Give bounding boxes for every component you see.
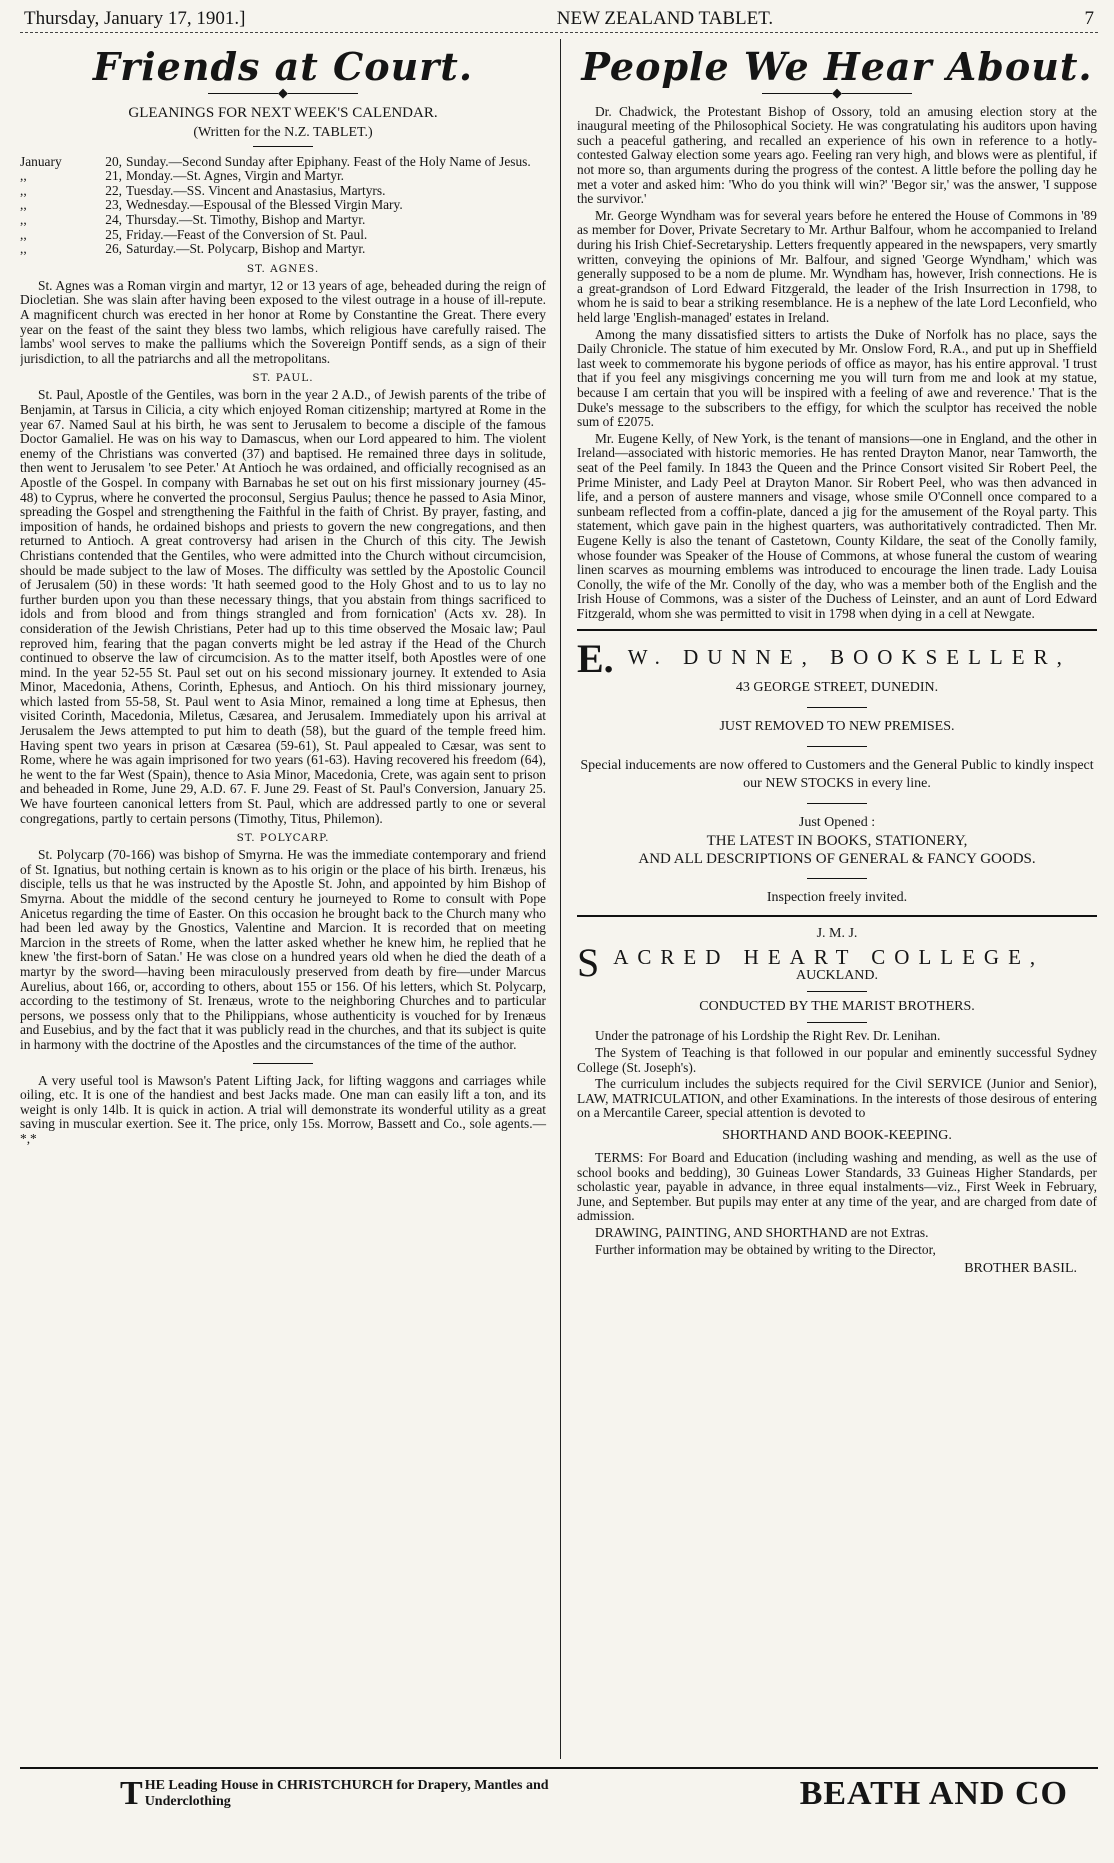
ad-initial: S xyxy=(577,940,600,986)
columns xyxy=(20,39,1098,1759)
college-patronage: Under the patronage of his Lordship the Right Rev. Dr. Lenihan. xyxy=(595,1028,941,1044)
calendar-day: 21, xyxy=(105,168,122,184)
polycarp-text: St. Polycarp (70-166) was bishop of Smyrna. He was the immediate contemporary and friend of St. Ignatius, but nothing certain is known as to his origin or the place of his birth. Irenæus, his disciple, tells us that he was instructed by the Apostle St. John, and appointed by him Bishop of Smyrna. About the middle of the second century he journeyed to Rome to consult with Pope Anicetus regarding the time of Easter. On this occasion he brought back to the Church many who had been led away by the Gnostics, Valentine and Marcion. It is recorded that on meeting Marcion in the streets of Rome, when the latter asked whether he knew him, he replied that he knew 'the first-born of Satan.' He was close on a hundred years old when he died the death of a martyr by the sword—having been miraculously preserved from death by fire—under Marcus Aurelius, about 166, or, according to others, about 155 or 156. Of his letters, which St. Polycarp, according to the testimony of St. Irenæus, wrote to the neighboring Churches and to particular persons, we possess only that to the Philippians, whose authenticity is vouched for by Irenæus and Eusebius, and by the fact that it was publicly read in the churches, and that its subject is quite in harmony with the doctrine of the Apostles and the circumstances of the time of the author. xyxy=(20,847,546,1052)
divider xyxy=(807,746,867,747)
sacred-heart-college-ad xyxy=(577,925,1097,1277)
bookseller-latest: THE LATEST IN BOOKS, STATIONERY, xyxy=(706,833,968,850)
calendar-subtitle: GLEANINGS FOR NEXT WEEK'S CALENDAR. xyxy=(128,104,438,121)
footer-initial: T xyxy=(120,1775,143,1812)
ad-rule xyxy=(577,915,1097,917)
footer-left xyxy=(120,1775,565,1812)
calendar-text: Monday.—St. Agnes, Virgin and Martyr. xyxy=(126,168,345,184)
college-further: Further information may be obtained by writing to the Director, xyxy=(595,1241,936,1257)
calendar-day: 23, xyxy=(105,197,122,213)
calendar-text: Saturday.—St. Polycarp, Bishop and Martyr. xyxy=(126,241,366,257)
calendar-month: ,, xyxy=(20,241,27,257)
divider xyxy=(807,1022,867,1023)
footer-advertisement xyxy=(20,1769,1098,1813)
chadwick-paragraph: Dr. Chadwick, the Protestant Bishop of Ossory, told an amusing election story at the inaugural meeting of the Philosophical Society. He was congratulating his auditors upon having such a peaceful gathering, and recalled an experience of his own in reference to a hotly-contested Galway election some years ago. Feeling ran very high, and blows were as plentiful, if not more so, than arguments during the progress of the contest. A little before the polling day he met a voter and asked him: 'Who do you think will win?' 'Begor sir,' was the answer, 'I suppose the survivor.' xyxy=(577,103,1097,207)
calendar-row xyxy=(20,242,546,257)
divider xyxy=(807,707,867,708)
calendar-row xyxy=(20,169,546,184)
divider xyxy=(253,146,313,147)
college-curriculum: The curriculum includes the subjects required for the Civil SERVICE (Junior and Senior), LAW, MATRICULATION, and other Examinations. In the interests of those desirous of entering on a Mercantile Career, special attention is devoted to xyxy=(577,1076,1097,1121)
calendar-day: 25, xyxy=(105,226,122,242)
calendar-byline: (Written for the N.Z. TABLET.) xyxy=(193,124,373,140)
calendar-month: ,, xyxy=(20,212,27,228)
calendar-month: ,, xyxy=(20,182,27,198)
college-shorthand: SHORTHAND AND BOOK-KEEPING. xyxy=(722,1128,952,1144)
college-conducted: CONDUCTED BY THE MARIST BROTHERS. xyxy=(699,999,975,1015)
kelly-paragraph: Mr. Eugene Kelly, of New York, is the tenant of mansions—one in England, and the other in Ireland—associated with historic memories. He has rented Drayton Manor, near Tamworth, the seat of the Peel family. In 1843 the Queen and the Prince Consort visited Sir Robert Peel, the Prime Minister, and Lady Peel at Drayton Manor. Sir Robert Peel, who was then advanced in life, and a person of austere manners and visage, whose smile O'Connell once compared to a sunbeam reflected from a coffin-plate, danced a jig for the amusement of the Royal party. This statement, which gave pain in the highest quarters, was authoritatively contradicted. Then Mr. Eugene Kelly is also the tenant of Castetown, County Kildare, the seat of the Conolly family, whose founder was Speaker of the House of Commons, at whose funeral the custom of wearing linen scarves as mourning emblems was introduced to encourage the linen trade. Lady Louisa Conolly, the wife of the Mr. Conolly of the day, who was a member both of the English and the Irish House of Commons, was a sister of the Duchess of Leinster, and an aunt of Lord Edward Fitzgerald, whom she was permitted to visit in 1798 when dying in a cell at Newgate. xyxy=(577,430,1097,621)
header-date: Thursday, January 17, 1901.] xyxy=(24,8,246,29)
calendar-text: Sunday.—Second Sunday after Epiphany. Feast of the Holy Name of Jesus. xyxy=(126,153,531,169)
dunne-bookseller-ad xyxy=(577,636,1097,907)
bookseller-all: AND ALL DESCRIPTIONS OF GENERAL & FANCY GOODS. xyxy=(638,851,1036,868)
college-drawing: DRAWING, PAINTING, AND SHORTHAND are not Extras. xyxy=(595,1225,929,1240)
college-jmj: J. M. J. xyxy=(816,926,858,942)
calendar-month: ,, xyxy=(20,168,27,184)
divider xyxy=(253,1063,313,1064)
college-name: ACRED HEART COLLEGE, xyxy=(613,945,1045,970)
calendar-text: Friday.—Feast of the Conversion of St. Paul. xyxy=(126,226,368,242)
header-paper-name: NEW ZEALAND TABLET. xyxy=(556,8,774,29)
calendar-month: January xyxy=(20,153,62,169)
calendar-row xyxy=(20,155,546,170)
title-ornament: ◆ xyxy=(20,89,546,99)
college-terms: TERMS: For Board and Education (including washing and mending, as well as the use of school books and bedding), 30 Guineas Lower Standards, 33 Guineas Higher Standards, per scholastic year, payable in advance, in three equal instalments—viz., First Week in February, June, and September. But pupils may enter at any time of the year, and are charged from date of admission. xyxy=(577,1150,1097,1224)
right-column xyxy=(561,39,1097,1759)
calendar-text: Thursday.—St. Timothy, Bishop and Martyr. xyxy=(126,212,366,228)
college-city: AUCKLAND. xyxy=(795,968,879,984)
polycarp-heading: ST. POLYCARP. xyxy=(236,832,330,845)
wyndham-paragraph: Mr. George Wyndham was for several years before he entered the House of Commons in '89 as member for Dover, Private Secretary to Mr. Arthur Balfour, whom he accompanied to Ireland during his Irish Chief-Secretaryship. Letters frequently appeared in the newspapers, very smartly written, conveying the opinions of Mr. Balfour, and signed 'George Wyndham,' which was generally supposed to be a nom de plume. Mr. Wyndham has, however, Irish connections. He is a great-grandson of Lord Edward Fitzgerald, the leader of the Irish Insurrection in 1798, to whom he is said to bear a striking resemblance. He is a nephew of the late Lord Leconfield, who held large 'English-managed' estates in Ireland. xyxy=(577,207,1097,325)
calendar-day: 20, xyxy=(105,153,122,169)
calendar-day: 24, xyxy=(105,212,122,228)
bookseller-special: Special inducements are now offered to Customers and the General Public to kindly inspect our NEW STOCKS in every line. xyxy=(580,758,1094,792)
divider xyxy=(807,878,867,879)
calendar-month: ,, xyxy=(20,197,27,213)
footer-left-text: HE Leading House in CHRISTCHURCH for Drapery, Mantles and Underclothing xyxy=(144,1778,549,1809)
header-page-number: 7 xyxy=(1084,8,1094,29)
calendar-row xyxy=(20,184,546,199)
college-system: The System of Teaching is that followed in our popular and eminently successful Sydney College (St. Joseph's). xyxy=(577,1045,1097,1075)
friends-at-court-title: Friends at Court. xyxy=(92,44,474,89)
college-signed: BROTHER BASIL. xyxy=(964,1261,1077,1277)
left-column xyxy=(20,39,560,1759)
bookseller-removed: JUST REMOVED TO NEW PREMISES. xyxy=(719,719,955,735)
agnes-text: St. Agnes was a Roman virgin and martyr, 12 or 13 years of age, beheaded during the reign of Diocletian. She was slain after having been exposed to the vilest outrage in a house of ill-repute. A magnificent church was erected in her honor at Rome by Constantine the Great. There every year on the feast of the saint they bless two lambs, which religious have carefully raised. The lambs' wool serves to make the palliums which the Sovereign Pontiff sends, as a sign of their jurisdiction, to all the patriarchs and all the metropolitans. xyxy=(20,277,546,366)
footer-right-text: BEATH AND CO xyxy=(799,1775,1068,1812)
calendar-list xyxy=(20,155,546,257)
bookseller-invite: Inspection freely invited. xyxy=(766,890,908,906)
bookseller-name: W. DUNNE, BOOKSELLER, xyxy=(627,645,1071,670)
calendar-month: ,, xyxy=(20,226,27,242)
norfolk-paragraph: Among the many dissatisfied sitters to artists the Duke of Norfolk has no place, says the Daily Chronicle. The statue of him executed by Mr. Onslow Ford, R.A., and put up in Sheffield last week to commemorate his bygone periods of office as mayor, has his entire approval. 'I trust that if you feel any misgivings concerning me you will turn from me and look at my statue, because I am certain that you will be inspired with a feeling of awe and reverence.' That is the Duke's message to the subscribers to the effigy, for which the sculptor has received the noble sum of £2075. xyxy=(577,326,1097,430)
bookseller-address: 43 GEORGE STREET, DUNEDIN. xyxy=(735,680,939,696)
calendar-row xyxy=(20,213,546,228)
calendar-day: 22, xyxy=(105,182,122,198)
calendar-text: Tuesday.—SS. Vincent and Anastasius, Martyrs. xyxy=(126,182,386,198)
divider xyxy=(807,803,867,804)
calendar-day: 26, xyxy=(105,241,122,257)
bookseller-opened: Just Opened : xyxy=(798,815,876,831)
people-articles xyxy=(577,105,1097,622)
calendar-row xyxy=(20,228,546,243)
paul-text: St. Paul, Apostle of the Gentiles, was born in the year 2 A.D., of Jewish parents of the tribe of Benjamin, at Tarsus in Cilicia, a city which enjoyed Roman citizenship; martyred at Rome in the year 67. Named Saul at his birth, he was sent to Jerusalem to become a disciple of the famous Doctor Gamaliel. He was on his way to Damascus, when our Lord appeared to him. The violent enemy of the Christians was converted (37) and baptised. He remained three days in solitude, then went to Jerusalem 'to see Peter.' At Antioch he was ordained, and officially recognised as an Apostle of the Gospel. In company with Barnabas he set out on his first missionary journey (45-48) to Cyprus, where he converted the proconsul, Sergius Paulus; thence he passed to Asia Minor, spreading the Gospel and strengthening the Faithful in the faith of Christ. By prayer, fasting, and imposition of hands, he ordained bishops and priests to govern the new congregations, and then returned to Antioch. A great controversy had arisen in the Church of this city. The Jewish Christians contended that the Gentiles, who were admitted into the Church without circumcision, should be made subject to the law of Moses. The difficulty was settled by the Apostolic Council of Jerusalem (50) in these words: 'It hath seemed good to the Holy Ghost and to us to lay no further burden upon you than these necessary things, that you abstain from things sacrificed to idols and from blood and from things strangled and from fornication' (Acts xv. 28). In consideration of the Jewish Christians, Peter had up to this time observed the Mosaic law; Paul reproved him, fearing that the pagan converts might be led astray if the Head of the Church continued to observe the law of circumcision. As to the matter itself, both Apostles were of one mind. In the year 52-55 St. Paul set out on his second missionary journey. It extended to Asia Minor, Macedonia, Athens, Corinth, Ephesus, and Antioch. On his third missionary journey, which lasted from 55-58, St. Paul went to Asia Minor, remained a long time at Ephesus, then visited Corinth, Macedonia, Miletus, Cæsarea, and Jerusalem. Immediately upon his arrival at Jerusalem the Jews attempted to put him to death (58), but the guard of the temple freed him. Having spent two years in prison at Cæsarea (59-61), St. Paul appealed to Cæsar, was sent to Rome, where he was again imprisoned for two years (61-63). Having recovered his freedom (64), he went to the far West (Spain), thence to Asia Minor, Macedonia, Crete, was again sent to prison and beheaded in Rome, June 29, A.D. 67. F. June 29. Feast of St. Paul's Conversion, January 25. We have fourteen canonical letters from St. Paul, which are addressed partly to one or several congregations, partly to certain persons (Timothy, Titus, Philemon). xyxy=(20,387,546,826)
title-ornament: ◆ xyxy=(577,89,1097,99)
ad-initial: E. xyxy=(577,636,614,682)
people-we-hear-about-title: People We Hear About. xyxy=(581,44,1093,89)
page-header xyxy=(20,8,1098,33)
paul-heading: ST. PAUL. xyxy=(252,372,314,385)
ad-rule xyxy=(577,629,1097,631)
calendar-text: Wednesday.—Espousal of the Blessed Virgin Mary. xyxy=(126,197,403,213)
lifting-jack-notice: A very useful tool is Mawson's Patent Lifting Jack, for lifting waggons and carriages while oiling, etc. It is one of the handiest and best Jacks made. One man can easily lift a ton, and its weight is only 14lb. It is quick in action. A trial will demonstrate its wonderful utility as a great saving in muscular exertion. See it. The price, only 15s. Morrow, Bassett and Co., sole agents.—*,* xyxy=(20,1072,546,1146)
agnes-heading: ST. AGNES. xyxy=(246,262,320,275)
calendar-row xyxy=(20,198,546,213)
divider xyxy=(807,991,867,992)
